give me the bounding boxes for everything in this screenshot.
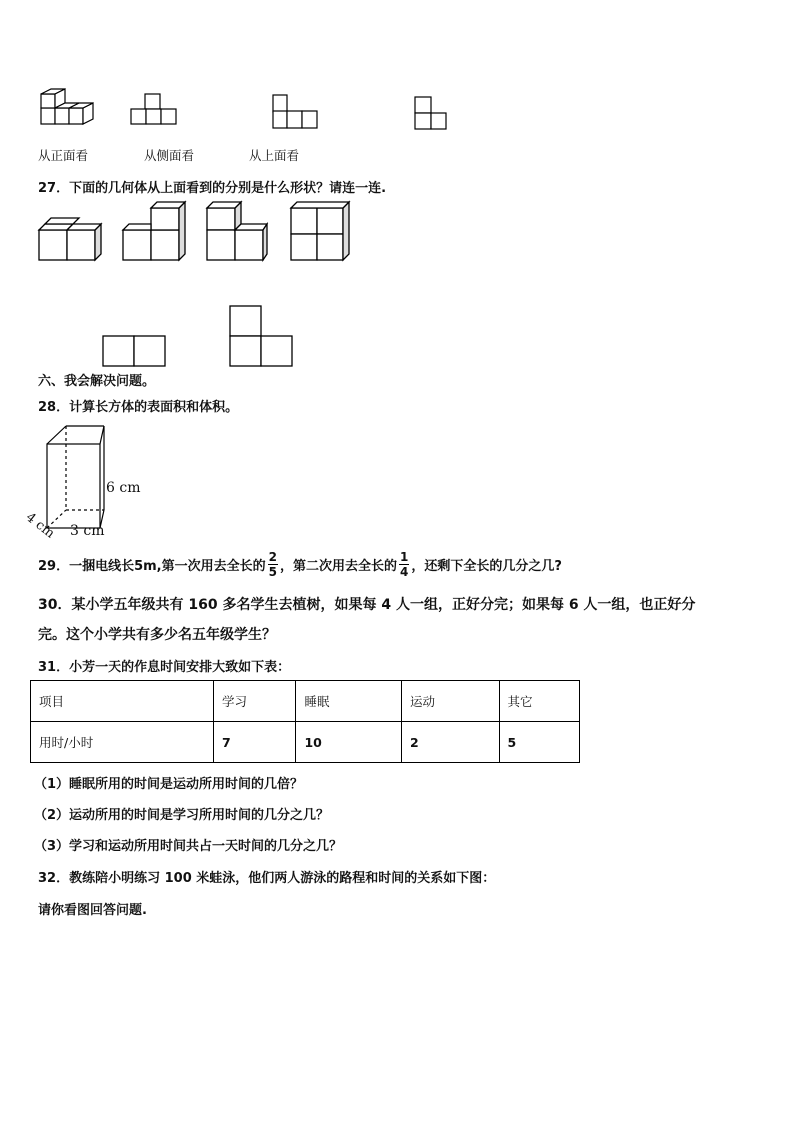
table-cell: 其它 <box>499 681 579 722</box>
table-header-row <box>31 681 580 722</box>
question-29-part1: 29．一捆电线长5m,第一次用去全长的 <box>38 558 266 574</box>
depth-label: 4 cm <box>22 510 58 542</box>
fraction-1-denominator: 5 <box>268 564 277 579</box>
shape-two-squares <box>102 335 166 369</box>
label-side-view: 从侧面看 <box>144 148 195 163</box>
question-30-line1: 30．某小学五年级共有 160 多名学生去植树，如果每 4 人一组，正好分完；如果每 6 人一组，也正好分 <box>38 597 696 613</box>
fraction-1-numerator: 2 <box>268 549 277 564</box>
question-29-part3: ，还剩下全长的几分之几? <box>411 558 562 574</box>
schedule-table <box>30 680 580 763</box>
table-cell: 10 <box>296 722 402 763</box>
solid-4-figure <box>289 200 353 264</box>
solid-1-figure <box>37 215 103 263</box>
option-squares-figure <box>414 96 448 132</box>
table-cell: 用时/小时 <box>31 722 214 763</box>
table-cell: 运动 <box>402 681 500 722</box>
solid-3-figure <box>205 200 269 264</box>
question-32-line2: 请你看图回答问题. <box>38 903 147 918</box>
top-view-squares-figure <box>272 94 320 130</box>
label-front-view: 从正面看 <box>38 148 89 163</box>
fraction-two-fifths <box>268 550 278 579</box>
question-31-sub-2: （2）运动所用的时间是学习所用时间的几分之几？ <box>34 808 330 823</box>
front-view-cubes-figure <box>38 86 102 130</box>
height-label: 6 cm <box>106 480 141 496</box>
question-28-text: 28．计算长方体的表面积和体积。 <box>38 400 239 415</box>
table-cell: 学习 <box>214 681 296 722</box>
solid-2-figure <box>121 200 187 264</box>
shape-three-squares-l <box>229 305 295 369</box>
question-31-sub-1: （1）睡眠所用的时间是运动所用时间的几倍？ <box>34 777 304 792</box>
table-cell: 项目 <box>31 681 214 722</box>
question-32-line1: 32．教练陪小明练习 100 米蛙泳，他们两人游泳的路程和时间的关系如下图： <box>38 871 496 886</box>
table-cell: 7 <box>214 722 296 763</box>
fraction-2-denominator: 4 <box>400 564 409 579</box>
question-29-part2: ，第二次用去全长的 <box>279 558 397 574</box>
question-30-line2: 完。这个小学共有多少名五年级学生？ <box>38 627 276 643</box>
table-cell: 睡眠 <box>296 681 402 722</box>
side-view-squares-figure <box>130 93 178 129</box>
width-label: 3 cm <box>70 523 105 539</box>
label-top-view: 从上面看 <box>249 148 300 163</box>
question-29-text <box>38 546 562 582</box>
fraction-one-quarter <box>399 550 409 579</box>
fraction-2-numerator: 1 <box>400 549 409 564</box>
question-31-text: 31．小芳一天的作息时间安排大致如下表： <box>38 660 291 675</box>
table-cell: 2 <box>402 722 500 763</box>
question-31-sub-3: （3）学习和运动所用时间共占一天时间的几分之几？ <box>34 839 343 854</box>
table-row <box>31 722 580 763</box>
section-6-title: 六、我会解决问题。 <box>38 374 156 389</box>
table-cell: 5 <box>499 722 579 763</box>
question-27-text: 27．下面的几何体从上面看到的分别是什么形状？请连一连. <box>38 181 387 196</box>
